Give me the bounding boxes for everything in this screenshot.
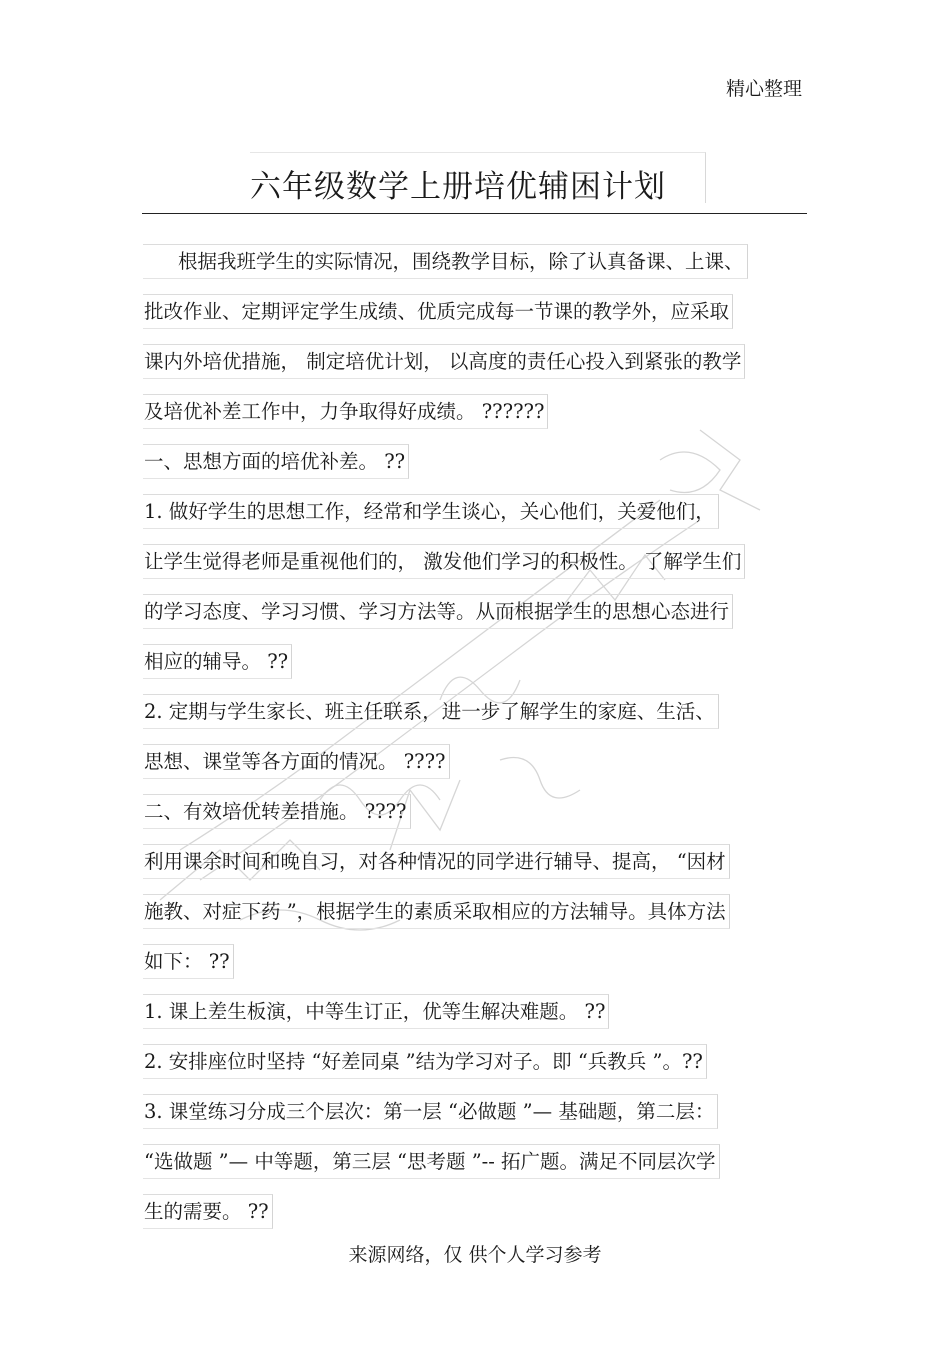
section-heading-1: 一、思想方面的培优补差。 ?? [143,444,409,479]
method-item-3-line-2: “选做题 ”— 中等题，第三层 “思考题 ”-- 拓广题。满足不同层次学 [143,1144,720,1179]
paragraph-line-2: 批改作业、定期评定学生成绩、优质完成每一节课的教学外，应采取 [143,294,733,329]
title-box [250,152,706,203]
paragraph-line-4: 及培优补差工作中，力争取得好成绩。 ?????? [143,394,548,429]
paragraph-2-line-2: 施教、对症下药 ”，根据学生的素质采取相应的方法辅导。具体方法 [143,894,730,929]
method-item-3-line-3: 生的需要。 ?? [143,1194,273,1229]
footer-note: 来源网络，仅 供个人学习参考 [348,1244,602,1266]
paragraph-2-line-3: 如下： ?? [143,944,234,979]
paragraph-line-3: 课内外培优措施， 制定培优计划， 以高度的责任心投入到紧张的教学 [143,344,745,379]
title-underline [142,213,807,214]
method-item-1: 1. 课上差生板演，中等生订正，优等生解决难题。 ?? [143,994,609,1029]
list-item-2-line-1: 2. 定期与学生家长、班主任联系，进一步了解学生的家庭、生活、 [143,694,719,729]
header-note: 精心整理 [725,78,802,100]
paragraph-2-line-1: 利用课余时间和晚自习，对各种情况的同学进行辅导、提高， “因材 [143,844,730,879]
list-item-2-line-2: 思想、课堂等各方面的情况。 ???? [143,744,450,779]
paragraph-line-1: 根据我班学生的实际情况，围绕教学目标，除了认真备课、上课、 [143,244,748,279]
list-item-1-line-1: 1. 做好学生的思想工作，经常和学生谈心，关心他们，关爱他们， [143,494,719,529]
list-item-1-line-3: 的学习态度、学习习惯、学习方法等。从而根据学生的思想心态进行 [143,594,733,629]
list-item-1-line-4: 相应的辅导。 ?? [143,644,292,679]
method-item-2: 2. 安排座位时坚持 “好差同桌 ”结为学习对子。即 “兵教兵 ”。?? [143,1044,707,1079]
section-heading-2: 二、有效培优转差措施。 ???? [143,794,411,829]
list-item-1-line-2: 让学生觉得老师是重视他们的， 激发他们学习的积极性。 了解学生们 [143,544,745,579]
method-item-3-line-1: 3. 课堂练习分成三个层次：第一层 “必做题 ”— 基础题，第二层： [143,1094,718,1129]
document-title: 六年级数学上册培优辅困计划 [250,169,666,205]
